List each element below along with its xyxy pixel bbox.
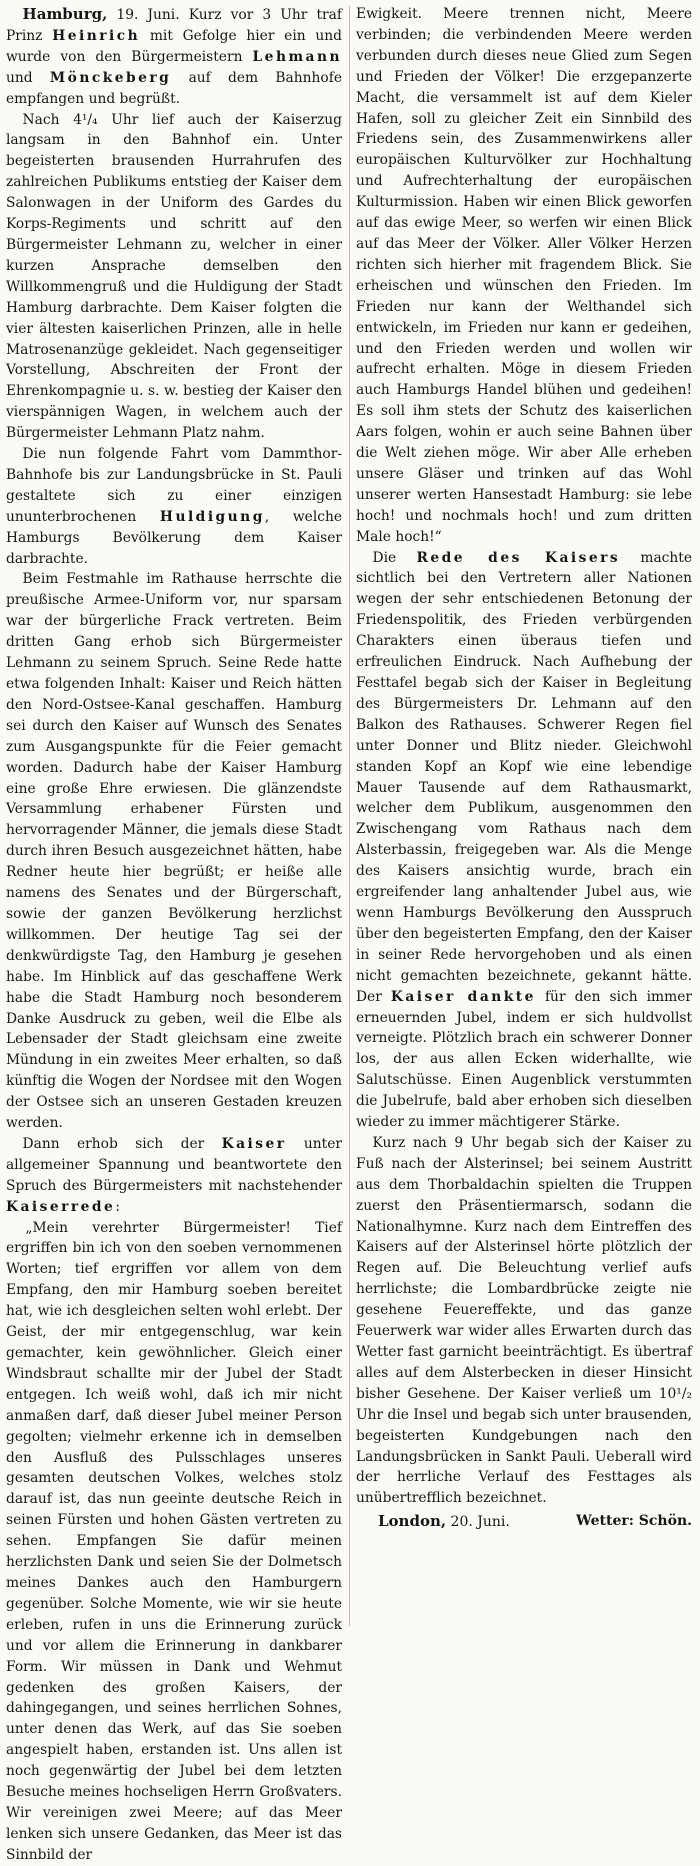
text-run: , welche Hamburgs Bevölkerung dem Kaiser darbrachte. — [6, 508, 343, 567]
kaiserzug-paragraph: Nach 4¹/₄ Uhr lief auch der Kaiserzug langsam in den Bahnhof ein. Unter begeisterten brausenden Hurrahrufen des zahlreichen Publikums entstieg der Kaiser dem Salonwagen in der Uniform des Gardes du Korps-Regiments und schritt auf den Bürgermeister Lehmann zu, welcher in einer kurzen Ansprache demselben den Willkommengruß und die Huldigung der Stadt Hamburg darbrachte. Dem Kaiser folgten die vier ältesten kaiserlichen Prinzen, alle in helle Matrosenanzüge gekleidet. Nach gegenseitiger Vorstellung, Abschreiten der Front der Ehrenkompagnie u. s. w. bestieg der Kaiser den vierspännigen Wagen, in welchem auch der Bürgermeister Lehmann Platz nahm. — [6, 111, 342, 442]
text-run: auf dem Bahnhofe empfangen und begrüßt. — [6, 69, 342, 107]
festmahl-paragraph: Beim Festmahle im Rathause herrschte die preußische Armee-Uniform vor, nur sparsam war der bürgerliche Frack vertreten. Beim dritten Gang erhob sich Bürgermeister Lehmann zu seinem Spruch. Seine Rede hatte etwa folgenden Inhalt: Kaiser und Reich hätten den Nord-Ostsee-Kanal geschaffen. Hamburg sei durch den Kaiser auf Wunsch des Senates zum Ausgangspunkte für die Feier gemacht worden. Dadurch habe der Kaiser Hamburg eine große Ehre erwiesen. Die glänzendste Versammlung erhabener Fürsten und hervorragender Männer, die jemals diese Stadt durch ihren Besuch ausgezeichnet hätten, habe Redner heute hier begrüßt; er heiße alle namens des Senates und der Bürgerschaft, sowie der ganzen Bevölkerung herzlichst willkommen. Der heutige Tag sei der denkwürdigste Tag, den Hamburg je gesehen habe. Im Hinblick auf das geschaffene Werk habe die Stadt Hamburg noch besonderem Danke Ausdruck zu geben, weil die Elbe als Lebensader der Stadt gleichsam eine zweite Mündung in ein zweites Meer erhalten, so daß künftig die Wogen der Nordsee mit den Wogen der Ostsee sich an unseren Gestaden kreuzen werden. — [6, 571, 342, 1132]
huldigung-emphasis: Huldigung — [159, 508, 265, 525]
kaiser-emphasis: Kaiser — [221, 1135, 287, 1152]
name-moenckeberg: Mönckeberg — [49, 69, 172, 86]
london-place: London, — [378, 1512, 447, 1531]
weather-note: Wetter: Schön. — [576, 1513, 692, 1530]
text-run: Die nun folgende Fahrt vom Dammthor-Bahnhofe bis zur Landungsbrücke in St. Pauli gestaltete sich zu einer einzigen ununterbrochenen — [6, 446, 342, 525]
hamburg-paragraph — [6, 4, 342, 110]
text-run: : — [115, 1198, 120, 1215]
text-run: für den sich immer erneuernden Jubel, indem er sich huldvollst verneigte. Plötzlich brach ein schwerer Donner los, der aus allen Ecken widerhallte, wie Salutschüsse. Einen Augenblick verstummten die Jubelrufe, bald aber erhoben sich dieselben wieder zu immer mächtigerer Stärke. — [356, 988, 692, 1131]
alsterinsel-paragraph: Kurz nach 9 Uhr begab sich der Kaiser zu Fuß nach der Alsterinsel; bei seinem Austritt aus dem Thorbaldachin spielten die Truppen zuerst den Präsentiermarsch, sodann die Nationalhymne. Kurz nach dem Eintreffen des Kaisers auf der Alsterinsel hörte plötzlich der Regen auf. Die Beleuchtung verlief aufs herrlichste; die Lombardbrücke zeigte nie gesehene Feuereffekte, und das ganze Feuerwerk war wider alles Erwarten durch das Wetter fast garnicht beeinträchtigt. Es übertraf alles auf dem Alsterbecken in dieser Hinsicht bisher Gesehene. Der Kaiser verließ um 10¹/₂ Uhr die Insel und begab sich unter brausenden, begeisterten Kundgebungen nach den Landungsbrücken in Sankt Pauli. Ueberall wird der herrliche Verlauf des Festtages als unübertrefflich bezeichnet. — [356, 1134, 692, 1507]
kaiser-dankte-emphasis: Kaiser dankte — [390, 988, 536, 1005]
dateline-place: Hamburg, — [22, 5, 108, 23]
rede-eindruck-paragraph — [356, 548, 692, 1133]
london-place-date — [378, 1511, 510, 1533]
name-heinrich: Heinrich — [52, 27, 141, 44]
text-run: mit Gefolge hier ein und wurde von den Bürgermeistern — [6, 27, 342, 65]
text-run: Kurz vor 3 Uhr traf Prinz — [6, 7, 342, 44]
rede-des-kaisers-emphasis: Rede des Kaisers — [416, 549, 621, 566]
kaiserrede-quote: „Mein verehrter Bürgermeister! Tief ergriffen bin ich von den soeben vernommenen Worten; tief ergriffen vor allem von dem Empfang, den mir Hamburg soeben bereitet hat, wie ich desgleichen selten wohl erlebt. Der Geist, der mir entgegenschlug, war kein gemachter, kein gewöhnlicher. Gleich einer Windsbraut schallte mir der Jubel der Stadt entgegen. Ich weiß wohl, daß ich mir nicht anmaßen darf, daß dieser Jubel meiner Person gegolten; vielmehr erkenne ich in demselben den Ausfluß des Pulsschlages unseres gesamten deutschen Volkes, welches stolz darauf ist, das nun geeinte deutsche Reich in seinen Fürsten und hohen Gästen vertreten zu sehen. Empfangen Sie dafür meinen herzlichsten Dank und seien Sie der Dolmetsch meines Dankes auch den Hamburgern gegenüber. Solche Momente, wie wir sie heute erleben, rufen in uns die Erinnerung zurück und vor allem die Erinnerung in dankbarer Form. Wir müssen in Dank und Wehmut gedenken des großen Kaisers, der dahingegangen, und seines herrlichen Sohnes, unter denen das Werk, auf das Sie soeben angespielt haben, erstanden ist. Uns allen ist noch gegenwärtig der Jubel bei dem letzten Besuche meines hochseligen Herrn Großvaters. Wir vereinigen zwei Meere; auf das Meer lenken sich unsere Gedanken, das Meer ist das Sinnbild der — [6, 1219, 342, 1863]
text-run: Die — [372, 549, 417, 566]
right-column — [356, 4, 692, 1533]
kaiserrede-intro-paragraph — [6, 1134, 342, 1218]
text-run: Dann erhob sich der — [22, 1135, 222, 1152]
name-lehmann: Lehmann — [252, 48, 342, 65]
text-run: machte sichtlich bei den Vertretern aller Nationen wegen der sehr entschiedenen Betonung der Friedenspolitik, des Frieden verbürgenden Charakters einen überaus tiefen und erfreulichen Eindruck. Nach Aufhebung der Festtafel begab sich der Kaiser in Begleitung des Bürgermeisters Dr. Lehmann auf den Balkon des Rathauses. Schwerer Regen fiel unter Donner und Blitz nieder. Gleichwohl standen Kopf an Kopf wie eine lebendige Mauer Tausende auf dem Rathausmarkt, welcher dem Publikum, ausgenommen den Zwischengang vom Rathaus nach dem Alsterbassin, freigegeben war. Als die Menge des Kaisers ansichtig wurde, brach ein ergreifender lang anhaltender Jubel aus, wie wenn Hamburgs Bevölkerung den Ausspruch über den begeisterten Empfang, den der Kaiser in seiner Rede hervorgehoben und als einen nicht gemachten bezeichnete, gekannt hätte. Der — [356, 549, 692, 1005]
kaiserrede-quote-continued: Ewigkeit. Meere trennen nicht, Meere verbinden; die verbindenden Meere werden verbunden durch dieses neue Glied zum Segen und Frieden der Völker! Die erzgepanzerte Macht, die versammelt ist auf dem Kieler Hafen, soll zu gleicher Zeit ein Sinnbild des Friedens sein, des Zusammenwirkens aller europäischen Kulturvölker zur Hochhaltung und Aufrechterhaltung der europäischen Kulturmission. Haben wir einen Blick geworfen auf das ewige Meer, so werfen wir einen Blick auf das Meer der Völker. Aller Völker Herzen richten sich hierher mit fragendem Blick. Sie erheischen und wünschen den Frieden. Im Frieden nur kann der Welthandel sich entwickeln, im Frieden nur kann er gedeihen, und den Frieden werden und wollen wir aufrecht erhalten. Möge in diesem Frieden auch Hamburgs Handel blühen und gedeihen! Es soll ihm stets der Schutz des kaiserlichen Aars folgen, wohin er auch seine Bahnen über die Welt ziehen möge. Wir aber Alle erheben unsere Gläser und trinken auf das Wohl unserer werten Hansestadt Hamburg: sie lebe hoch! und nochmals hoch! und zum dritten Male hoch!“ — [356, 6, 692, 545]
london-dateline — [356, 1511, 692, 1533]
text-run: und — [6, 69, 50, 86]
fahrt-paragraph — [6, 444, 342, 569]
column-divider — [349, 6, 350, 1626]
london-date: 20. Juni. — [446, 1514, 510, 1531]
kaiserrede-emphasis: Kaiserrede — [6, 1198, 116, 1215]
dateline-date: 19. Juni. — [107, 7, 180, 23]
left-column — [6, 4, 342, 1866]
text-run: unter allgemeiner Spannung und beantwortete den Spruch des Bürgermeisters mit nachstehender — [6, 1135, 342, 1194]
